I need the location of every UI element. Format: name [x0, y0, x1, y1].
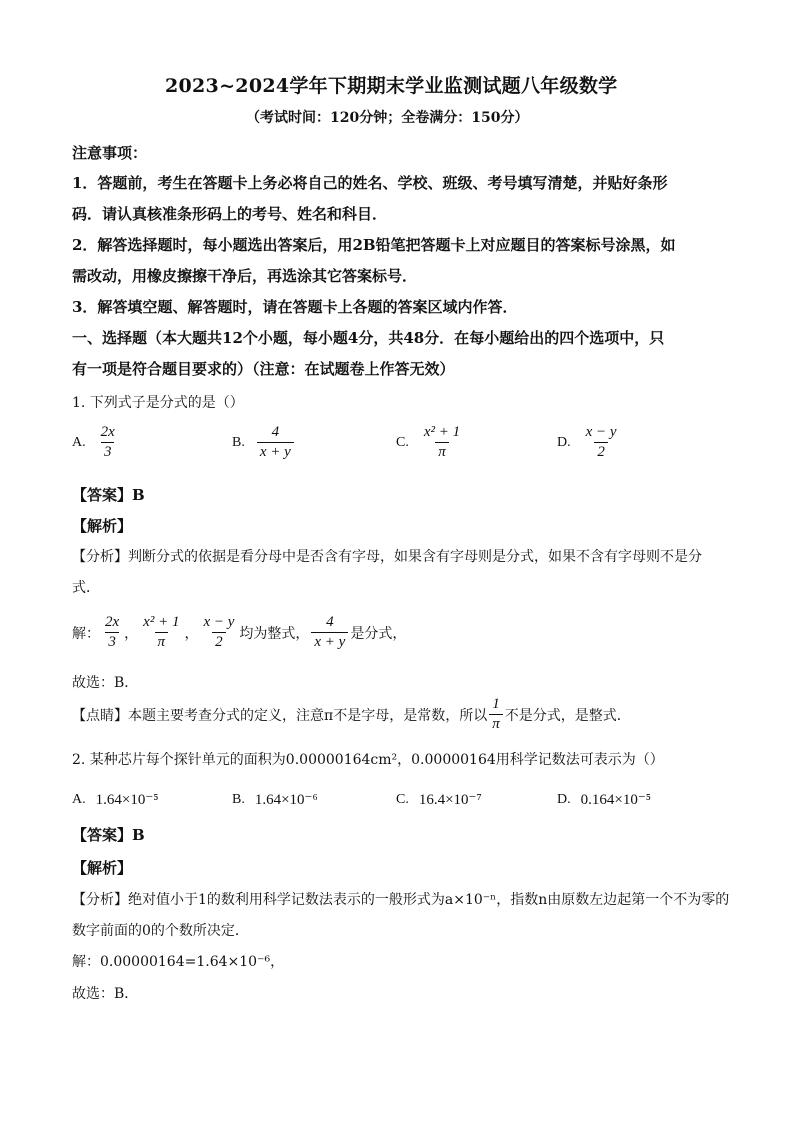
option-label: C.: [396, 791, 409, 807]
notice-item-2: 2．解答选择题时，每小题选出答案后，用2B铅笔把答题卡上对应题目的答案标号涂黑，如: [72, 236, 676, 254]
notice-item-2-cont: 需改动，用橡皮擦擦干净后，再选涂其它答案标号．: [72, 267, 418, 285]
option-value: 0.164×10⁻⁵: [580, 792, 651, 808]
q1-analysis-heading: 【解析】: [72, 517, 133, 535]
option-label: A.: [72, 434, 86, 450]
q2-option-c: [396, 790, 482, 809]
q2-choose: 故选：B．: [72, 986, 139, 1002]
fraction: $\frac{x - y}{2}$: [585, 424, 617, 461]
q2-analysis-heading: 【解析】: [72, 859, 133, 877]
fraction: $\frac{4}{x + y}$: [257, 424, 294, 462]
q2-option-b: [232, 790, 318, 809]
q2-option-d: [557, 790, 651, 809]
q1-option-a: [72, 424, 120, 462]
fraction: $\frac{x - y}{2}$: [203, 614, 235, 651]
q1-choose: 故选：B．: [72, 675, 139, 691]
q1-analysis-cont: 式．: [72, 580, 100, 596]
section-heading-cont: 有一项是符合题目要求的）（注意：在试题卷上作答无效）: [72, 360, 455, 378]
q2-analysis-cont: 数字前面的0的个数所决定．: [72, 923, 249, 939]
question-2-stem: 2. 某种芯片每个探针单元的面积为0.00000164cm²，0.00000164用科学记数法可表示为（）: [72, 752, 664, 768]
fraction: $\frac{4}{x + y}$: [311, 614, 348, 652]
option-label: B.: [232, 791, 245, 807]
q1-option-b: [232, 424, 296, 462]
comment-text: 不是分式，是整式．: [504, 707, 631, 724]
q1-option-c: [396, 424, 465, 462]
fraction: $\frac{1}{\pi}$: [489, 696, 503, 734]
fraction: $\frac{2x}{3}$: [100, 424, 115, 461]
q1-analysis: 【分析】判断分式的依据是看分母中是否含有字母，如果含有字母则是分式，如果不含有字母则不是分: [72, 549, 702, 565]
option-label: D.: [557, 791, 571, 807]
solution-text: 是分式，: [350, 625, 407, 642]
solution-text: 均为整式，: [239, 625, 310, 642]
q2-option-a: [72, 790, 158, 809]
option-label: B.: [232, 434, 245, 450]
option-value: 1.64×10⁻⁶: [254, 792, 318, 808]
option-label: A.: [72, 791, 86, 807]
option-value: 1.64×10⁻⁵: [95, 792, 159, 808]
fraction: $\frac{2x}{3}$: [105, 614, 120, 651]
q1-option-d: [557, 424, 622, 462]
option-value: 16.4×10⁻⁷: [418, 792, 482, 808]
q1-solution: 解： $\frac{2x}{3}$ ， $\frac{\text{x² + 1}}{\pi}$ ， $\frac{x - y}{2}$ 均为整式， $\frac{4}{x + y}$ 是分式，: [72, 614, 407, 651]
q2-analysis: 【分析】绝对值小于1的数利用科学记数法表示的一般形式为a×10⁻ⁿ，指数n由原数左边起第一个不为零的: [72, 892, 730, 908]
q2-answer: 【答案】B: [72, 826, 145, 844]
option-label: C.: [396, 434, 409, 450]
notice-item-1: 1．答题前，考生在答题卡上务必将自己的姓名、学校、班级、考号填写清楚，并贴好条形: [72, 174, 668, 192]
notice-item-3: 3．解答填空题、解答题时，请在答题卡上各题的答案区域内作答．: [72, 298, 518, 316]
solution-prefix: 解：: [72, 625, 100, 642]
fraction: $\frac{\text{x² + 1}}{\pi}$: [423, 424, 461, 461]
option-label: D.: [557, 434, 571, 450]
q2-solution: 解：0.00000164=1.64×10⁻⁶，: [72, 954, 285, 970]
q1-comment: [72, 696, 631, 734]
exam-info: （考试时间：120分钟；全卷满分：150分）: [246, 110, 529, 126]
fraction: $\frac{\text{x² + 1}}{\pi}$: [143, 614, 180, 651]
notice-heading: 注意事项：: [72, 144, 148, 162]
question-1-stem: 1. 下列式子是分式的是（）: [72, 395, 244, 411]
section-heading: 一、选择题（本大题共12个小题，每小题4分，共48分．在每小题给出的四个选项中，只: [72, 329, 665, 347]
q1-answer: 【答案】B: [72, 486, 145, 504]
comment-text: 【点睛】本题主要考查分式的定义，注意π不是字母，是常数，所以: [72, 707, 488, 724]
notice-item-1-cont: 码．请认真核准条形码上的考号、姓名和科目．: [72, 205, 388, 223]
page-title: 2023~2024学年下期期末学业监测试题八年级数学: [165, 75, 618, 97]
